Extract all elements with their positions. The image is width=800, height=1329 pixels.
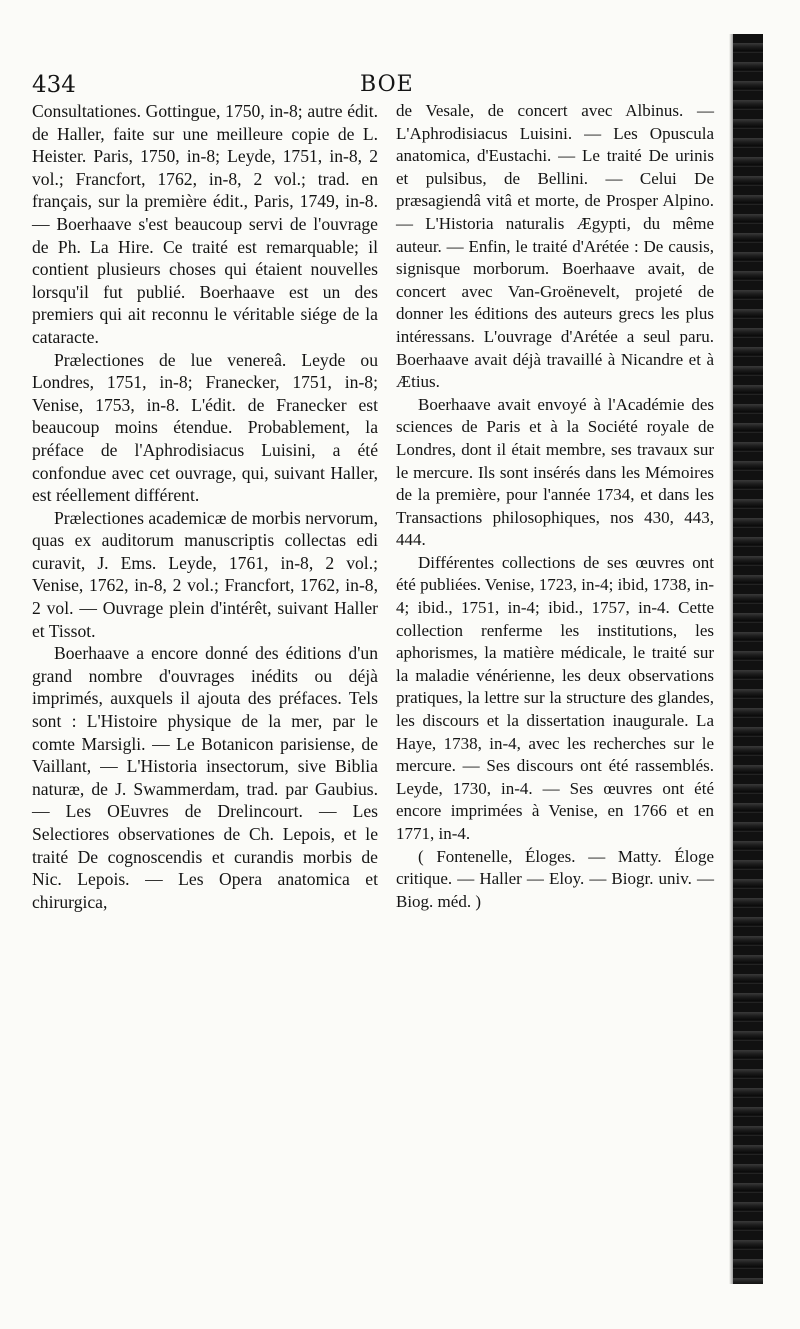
entry-editions-continued: de Vesale, de concert avec Albinus. — L'Aphrodisiacus Luisini. — Les Opuscula anatomica, d'Eustachi. — Le traité De urinis et pulsibus, de Bellini. — Celui De præsagiendâ vitâ et morte, de Prosper Alpino. — L'Historia naturalis Ægypti, du même auteur. — Enfin, le traité d'Arétée : De causis, signisque morborum. Boerhaave avait, de concert avec Van-Groënevelt, projeté de donner les éditions des auteurs grecs les plus intéressans. L'ouvrage d'Arétée a seul paru. Boerhaave avait déjà travaillé à Nicandre et à Ætius. (396, 101, 714, 392)
right-column (396, 100, 714, 913)
entry-praelectiones-lue-venerea: Prælectiones de lue venereâ. Leyde ou Londres, 1751, in-8; Franecker, 1751, in-8; Venise, 1753, in-8. L'édit. de Franecker est beaucoup moins étendue. Probablement, la préface de l'Aphrodisiacus Luisini, a été confondue avec cet ouvrage, qui, suivant Haller, est réellement différent. (32, 349, 378, 506)
entry-sources: ( Fontenelle, Éloges. — Matty. Éloge critique. — Haller — Eloy. — Biogr. univ. — Biog. méd. ) (396, 846, 714, 911)
page-number: 434 (32, 72, 76, 98)
entry-praelectiones-morbis-nervorum: Prælectiones academicæ de morbis nervorum, quas ex auditorum manuscriptis collectas edi curavit, J. Ems. Leyde, 1761, in-8, 2 vol.; Venise, 1762, in-8, 2 vol.; Francfort, 1762, in-8, 2 vol. — Ouvrage plein d'intérêt, suivant Haller et Tissot. (32, 507, 378, 641)
entry-collections-oeuvres: Différentes collections de ses œuvres ont été publiées. Venise, 1723, in-4; ibid, 1738, in-4; ibid., 1751, in-4; ibid., 1757, in-4. Cette collection renferme les institutions, les aphorismes, la matière médicale, le traité sur la maladie vénérienne, les deux observations pratiques, la lettre sur la structure des glandes, les discours et la dissertation inaugurale. La Haye, 1738, in-4, avec les recherches sur le mercure. — Ses discours ont été rassemblés. Leyde, 1730, in-4. — Ses œuvres ont été encore imprimées à Venise, en 1766 et en 1771, in-4. (396, 552, 714, 843)
page-header (0, 72, 732, 98)
entry-mercure-travaux: Boerhaave avait envoyé à l'Académie des sciences de Paris et à la Société royale de Londres, dont il était membre, ses travaux sur le mercure. Ils sont insérés dans les Mémoires de la première, pour l'année 1734, et dans les Transactions philosophiques, nos 430, 443, 444. (396, 394, 714, 550)
running-head: BOE (360, 72, 414, 97)
entry-editions-prefaces: Boerhaave a encore donné des éditions d'un grand nombre d'ouvrages inédits ou déjà imprimés, auxquels il ajouta des préfaces. Tels sont : L'Histoire physique de la mer, par le comte Marsigli. — Le Botanicon parisiense, de Vaillant, — L'Historia insectorum, sive Biblia naturæ, de J. Swammerdam, trad. par Gaubius. — Les OEuvres de Drelincourt. — Les Selectiores observationes de Ch. Lepois, et le traité De cognoscendis et curandis morbis de Nic. Lepois. — Les Opera anatomica et chirurgica, (32, 643, 378, 912)
entry-consultationes: Consultationes. Gottingue, 1750, in-8; autre édit. de Haller, faite sur une meilleure copie de L. Heister. Paris, 1750, in-8; Leyde, 1751, in-8, 2 vol.; Francfort, 1762, in-8, 2 vol.; trad. en français, sur la première édit., Paris, 1749, in-8. — Boerhaave s'est beaucoup servi de l'ouvrage de Ph. La Hire. Ce traité est remarquable; il contient plusieurs choses qui étaient nouvelles lorsqu'il fut publié. Boerhaave est un des premiers qui ait reconnu le véritable siége de la cataracte. (32, 101, 378, 347)
scan-binding-strip (733, 34, 763, 1284)
left-column (32, 100, 378, 913)
